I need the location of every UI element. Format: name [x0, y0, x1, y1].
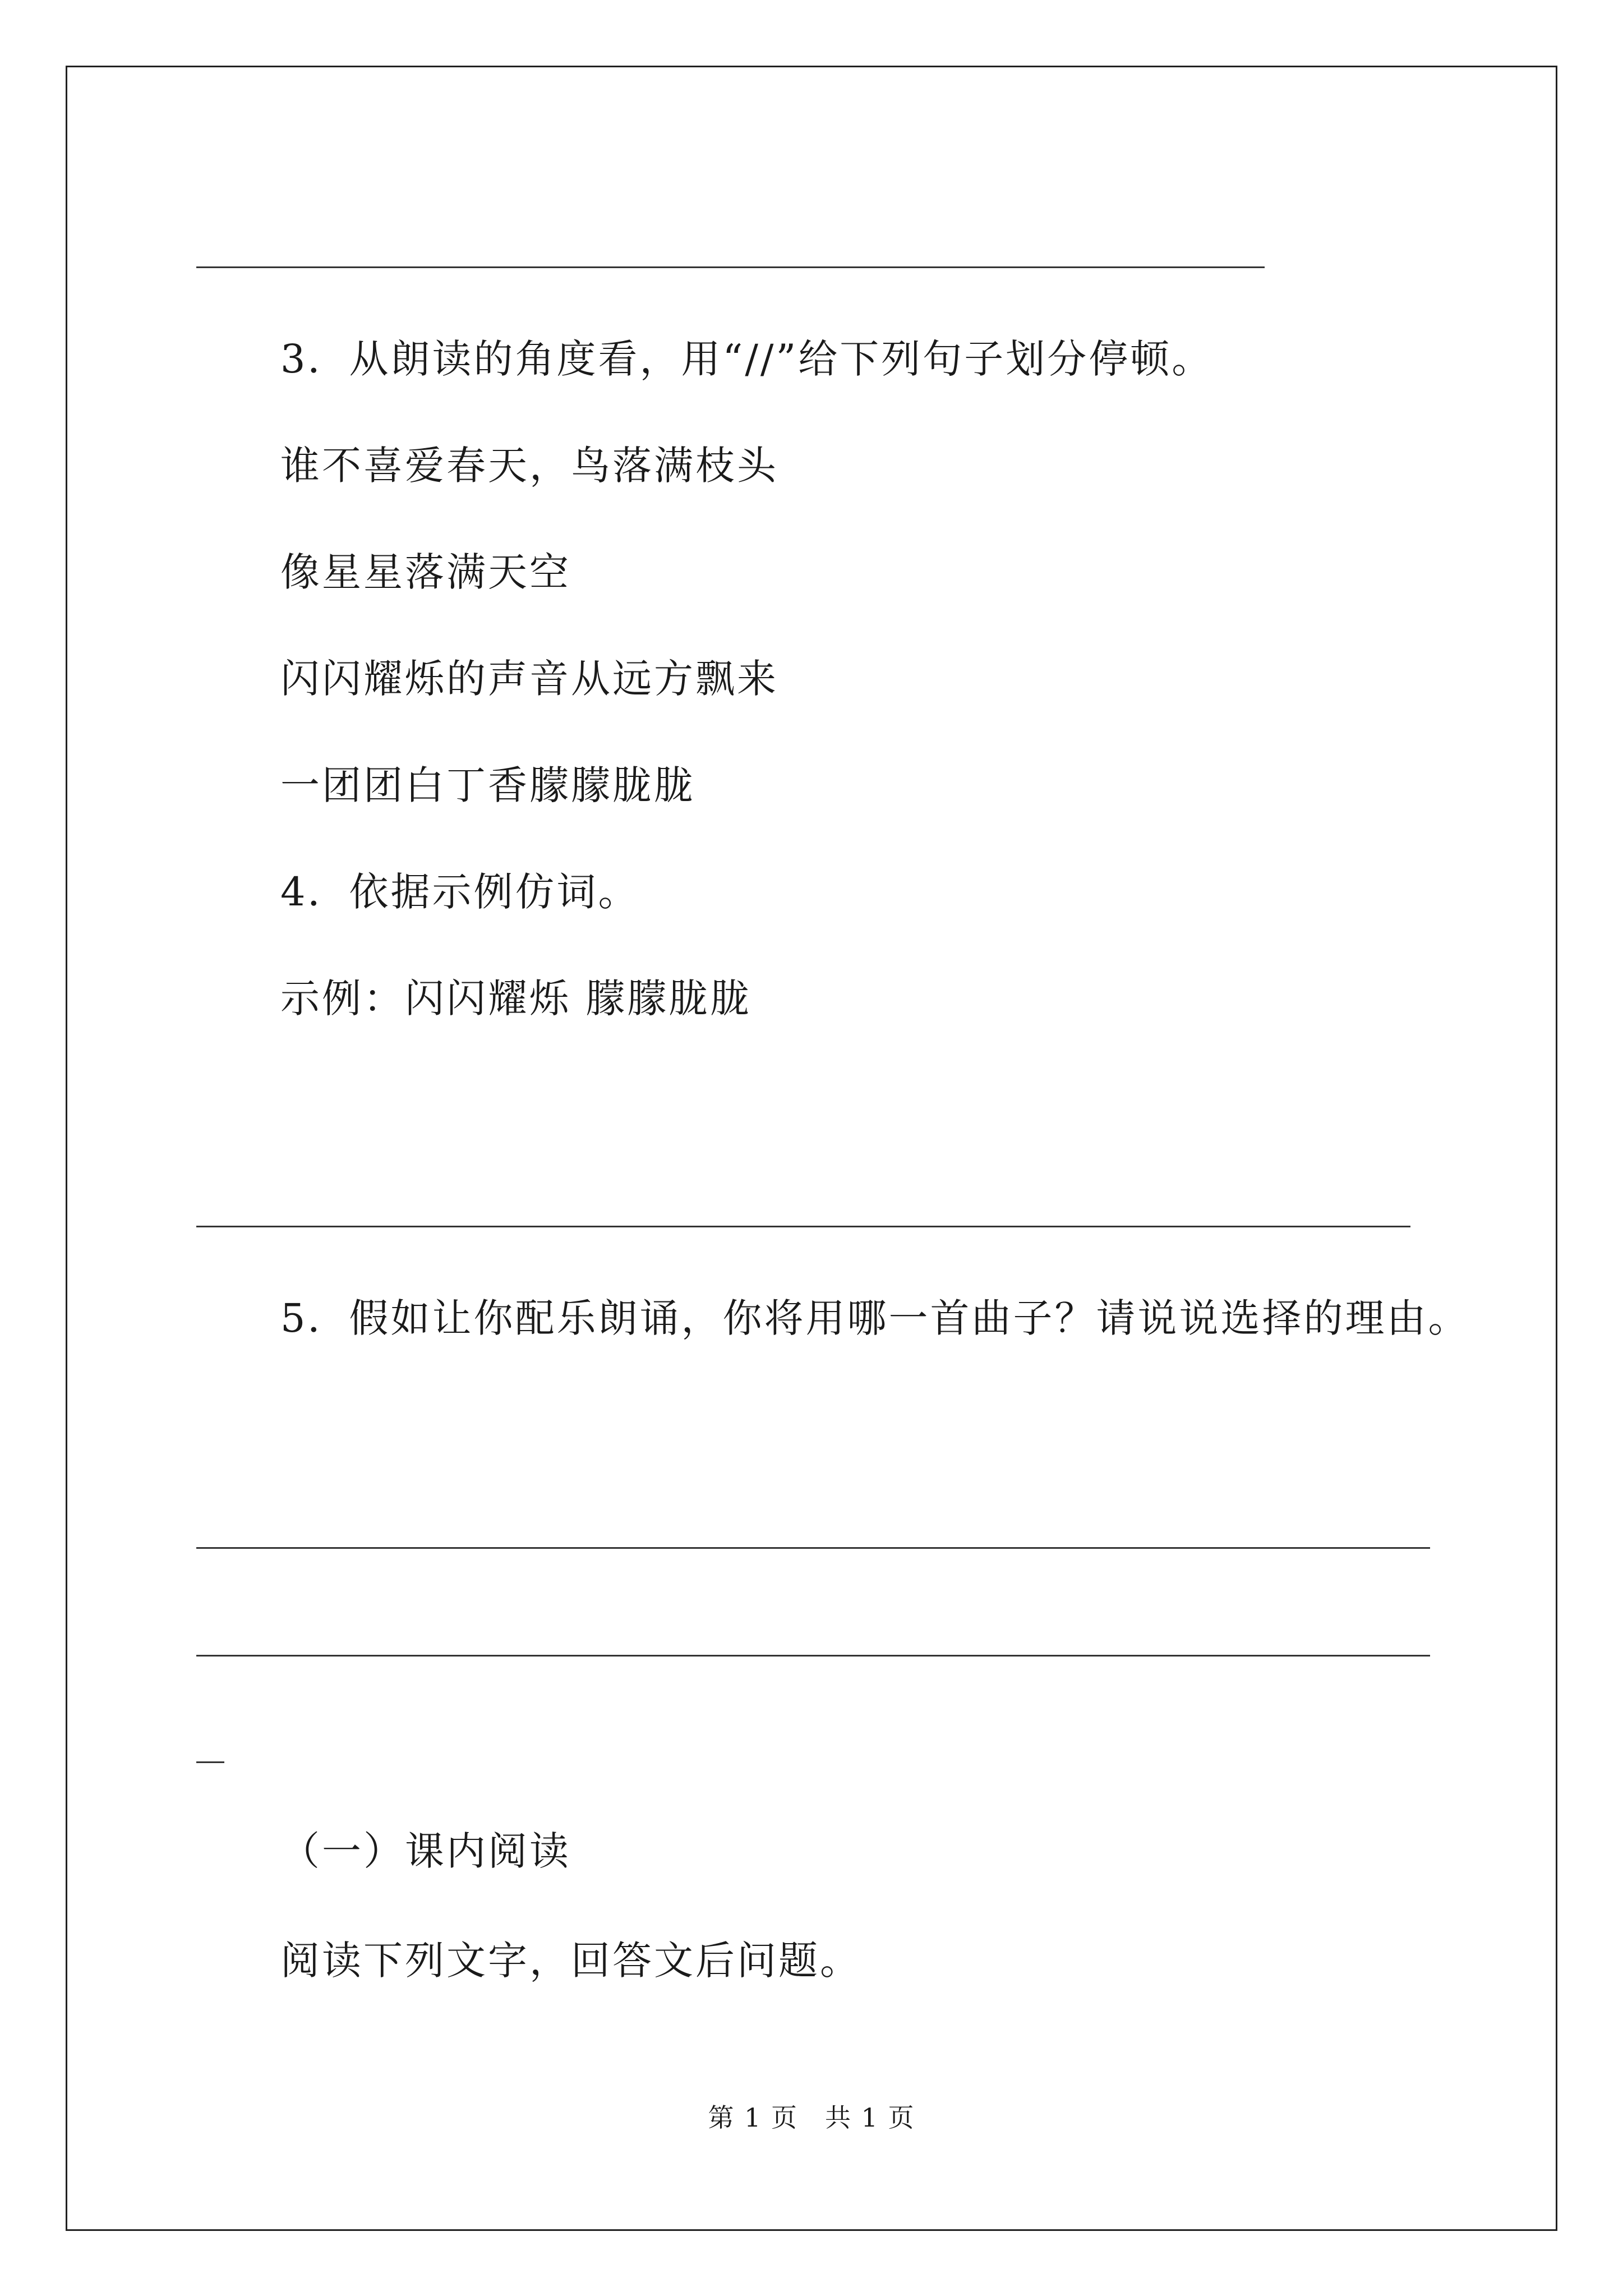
question-5: 5．假如让你配乐朗诵，你将用哪一首曲子？请说说选择的理由。 — [280, 1295, 1470, 1341]
sentence-2: 像星星落满天空 — [280, 549, 571, 595]
answer-line-3 — [196, 1547, 1430, 1549]
page-border — [66, 66, 1557, 2231]
question-3: 3．从朗读的角度看，用“//”给下列句子划分停顿。 — [280, 336, 1214, 382]
answer-line-1 — [196, 266, 1265, 268]
reading-instruction: 阅读下列文字，回答文后问题。 — [280, 1938, 861, 1984]
answer-line-5 — [196, 1761, 224, 1763]
sentence-1: 谁不喜爱春天，鸟落满枝头 — [280, 443, 778, 489]
answer-line-4 — [196, 1655, 1430, 1657]
example-line: 示例：闪闪耀烁 朦朦胧胧 — [280, 976, 752, 1022]
sentence-4: 一团团白丁香朦朦胧胧 — [280, 762, 695, 808]
question-4: 4．依据示例仿词。 — [280, 869, 640, 915]
page-footer: 第 1 页 共 1 页 — [708, 2102, 915, 2133]
answer-line-2 — [196, 1226, 1410, 1227]
sentence-3: 闪闪耀烁的声音从远方飘来 — [280, 656, 778, 702]
section-heading: （一）课内阅读 — [280, 1828, 571, 1874]
